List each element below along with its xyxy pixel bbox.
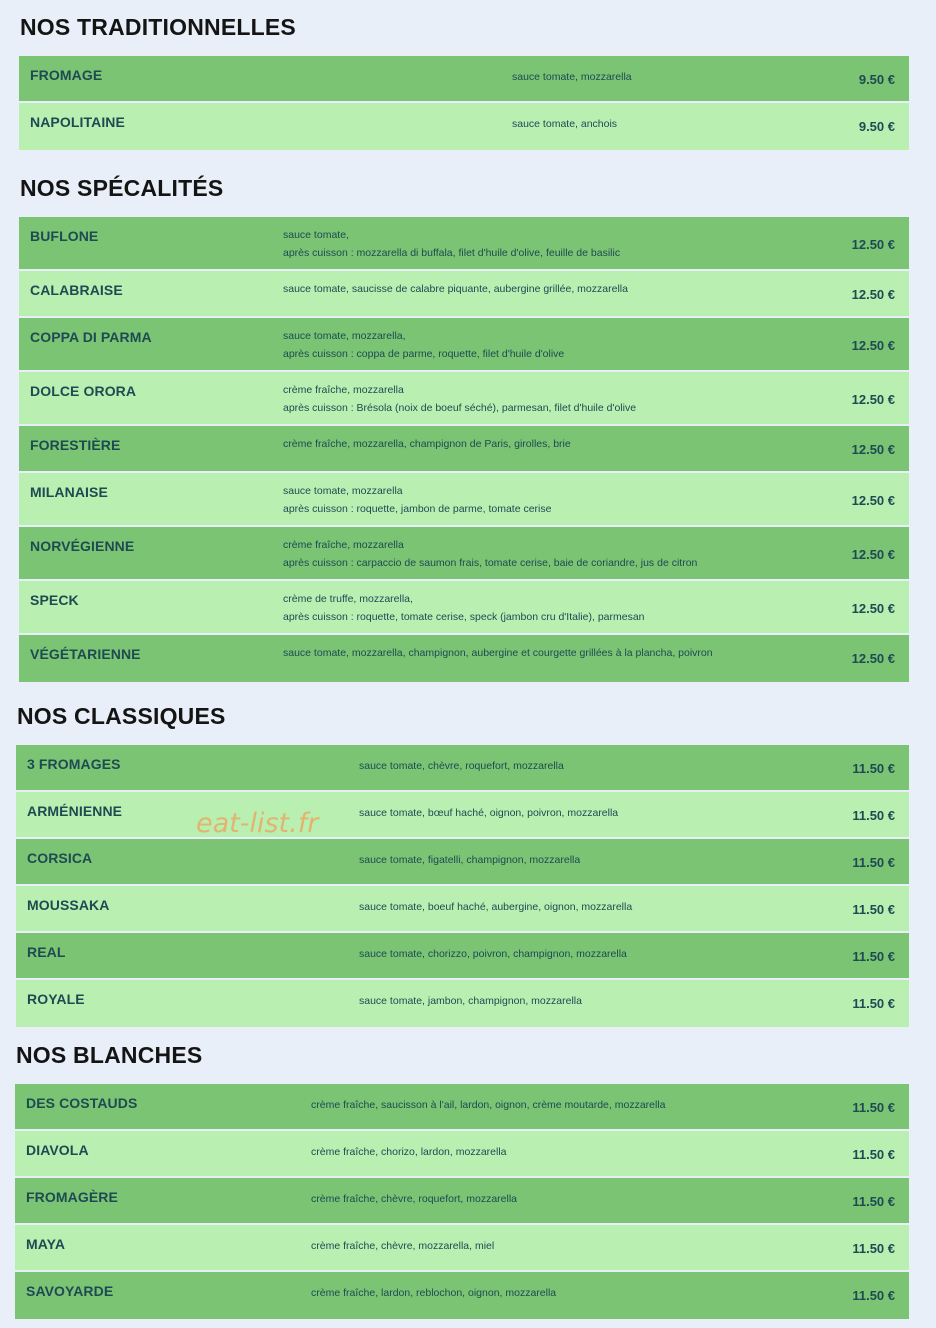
item-description: crème de truffe, mozzarella, après cuisson : roquette, tomate cerise, speck (jambon cru d'Italie), parmesan	[283, 593, 645, 623]
item-description: crème fraîche, mozzarella après cuisson : carpaccio de saumon frais, tomate cerise, baie de coriandre, jus de citron	[283, 539, 698, 569]
item-description: crème fraîche, mozzarella, champignon de Paris, girolles, brie	[283, 438, 571, 450]
item-name: 3 FROMAGES	[27, 756, 121, 772]
item-name: DES COSTAUDS	[26, 1095, 138, 1111]
section-title-traditionnelles: NOS TRADITIONNELLES	[20, 14, 296, 40]
item-price: 9.50 €	[858, 72, 895, 87]
item-name: COPPA DI PARMA	[30, 329, 152, 345]
item-description: sauce tomate, anchois	[512, 118, 618, 130]
menu-item	[16, 792, 909, 839]
item-description: sauce tomate, jambon, champignon, mozzarella	[359, 995, 582, 1007]
item-name: ARMÉNIENNE	[27, 803, 123, 819]
item-name: NAPOLITAINE	[30, 114, 125, 130]
item-description: sauce tomate, chèvre, roquefort, mozzarella	[359, 760, 564, 772]
item-name: CALABRAISE	[30, 282, 123, 298]
item-description: sauce tomate, mozzarella après cuisson : roquette, jambon de parme, tomate cerise	[283, 485, 552, 515]
item-name: DOLCE ORORA	[30, 383, 137, 399]
item-name: REAL	[27, 944, 66, 960]
item-name: SAVOYARDE	[26, 1283, 114, 1299]
menu-item	[19, 527, 909, 581]
item-price: 12.50 €	[851, 651, 895, 666]
menu-item	[19, 581, 909, 635]
item-name: FORESTIÈRE	[30, 437, 121, 453]
menu-item	[15, 1084, 909, 1131]
menu-item	[16, 745, 909, 792]
menu-item	[19, 635, 909, 682]
item-price: 12.50 €	[851, 237, 895, 252]
menu-item	[16, 933, 909, 980]
item-price: 12.50 €	[851, 392, 895, 407]
item-description: sauce tomate, boeuf haché, aubergine, oignon, mozzarella	[359, 901, 633, 913]
section-specialites	[19, 217, 909, 682]
item-price: 11.50 €	[852, 761, 895, 776]
menu-item	[15, 1178, 909, 1225]
item-price: 11.50 €	[852, 1100, 895, 1115]
item-price: 11.50 €	[852, 1194, 895, 1209]
item-description: crème fraîche, saucisson à l'ail, lardon, oignon, crème moutarde, mozzarella	[311, 1099, 666, 1111]
menu-item	[19, 473, 909, 527]
section-title-classiques: NOS CLASSIQUES	[17, 703, 226, 729]
item-name: SPECK	[30, 592, 79, 608]
item-description: sauce tomate, après cuisson : mozzarella di buffala, filet d'huile d'olive, feuille de basilic	[283, 229, 621, 259]
item-name: MOUSSAKA	[27, 897, 110, 913]
item-price: 12.50 €	[851, 493, 895, 508]
menu-item	[15, 1225, 909, 1272]
menu-item	[19, 217, 909, 271]
item-description: crème fraîche, chèvre, roquefort, mozzarella	[311, 1193, 518, 1205]
item-description: crème fraîche, lardon, reblochon, oignon, mozzarella	[311, 1287, 557, 1299]
section-classiques	[16, 745, 909, 1027]
menu-item	[15, 1131, 909, 1178]
menu-item	[19, 372, 909, 426]
item-description: sauce tomate, chorizzo, poivron, champignon, mozzarella	[359, 948, 627, 960]
menu-item	[19, 56, 909, 103]
item-name: BUFLONE	[30, 228, 99, 244]
item-description: sauce tomate, mozzarella	[512, 71, 632, 83]
item-price: 12.50 €	[851, 547, 895, 562]
item-name: ROYALE	[27, 991, 85, 1007]
item-name: FROMAGÈRE	[26, 1189, 118, 1205]
item-price: 11.50 €	[852, 949, 895, 964]
item-price: 11.50 €	[852, 855, 895, 870]
section-title-specialites: NOS SPÉCALITÉS	[20, 175, 224, 201]
item-description: sauce tomate, saucisse de calabre piquante, aubergine grillée, mozzarella	[283, 283, 628, 295]
item-description: sauce tomate, figatelli, champignon, mozzarella	[359, 854, 581, 866]
item-name: MILANAISE	[30, 484, 108, 500]
item-price: 11.50 €	[852, 902, 895, 917]
item-price: 12.50 €	[851, 287, 895, 302]
item-price: 11.50 €	[852, 1288, 895, 1303]
menu-item	[19, 103, 909, 150]
item-description: crème fraîche, mozzarella après cuisson : Brésola (noix de boeuf séché), parmesan, filet d'huile d'olive	[283, 384, 637, 414]
menu-item	[19, 271, 909, 318]
menu-item	[16, 839, 909, 886]
section-title-blanches: NOS BLANCHES	[16, 1042, 203, 1068]
item-name: VÉGÉTARIENNE	[30, 646, 141, 662]
item-description: crème fraîche, chorizo, lardon, mozzarella	[311, 1146, 507, 1158]
menu-item	[19, 426, 909, 473]
item-price: 11.50 €	[852, 1147, 895, 1162]
item-price: 11.50 €	[852, 808, 895, 823]
item-description: sauce tomate, mozzarella, champignon, aubergine et courgette grillées à la plancha, poivron	[283, 647, 713, 659]
item-price: 12.50 €	[851, 442, 895, 457]
item-name: DIAVOLA	[26, 1142, 89, 1158]
menu-item	[15, 1272, 909, 1319]
item-name: MAYA	[26, 1236, 66, 1252]
item-price: 11.50 €	[852, 1241, 895, 1256]
item-name: CORSICA	[27, 850, 93, 866]
item-name: FROMAGE	[30, 67, 103, 83]
item-price: 11.50 €	[852, 996, 895, 1011]
item-price: 12.50 €	[851, 601, 895, 616]
watermark-logo: eat-list.fr	[196, 808, 319, 839]
menu-item	[16, 980, 909, 1027]
section-traditionnelles	[19, 56, 909, 150]
item-name: NORVÉGIENNE	[30, 538, 135, 554]
menu-item	[16, 886, 909, 933]
item-price: 12.50 €	[851, 338, 895, 353]
item-description: sauce tomate, bœuf haché, oignon, poivron, mozzarella	[359, 807, 619, 819]
item-description: crème fraîche, chèvre, mozzarella, miel	[311, 1240, 495, 1252]
item-description: sauce tomate, mozzarella, après cuisson : coppa de parme, roquette, filet d'huile d'olive	[283, 330, 565, 360]
item-price: 9.50 €	[858, 119, 895, 134]
menu-item	[19, 318, 909, 372]
section-blanches	[15, 1084, 909, 1319]
